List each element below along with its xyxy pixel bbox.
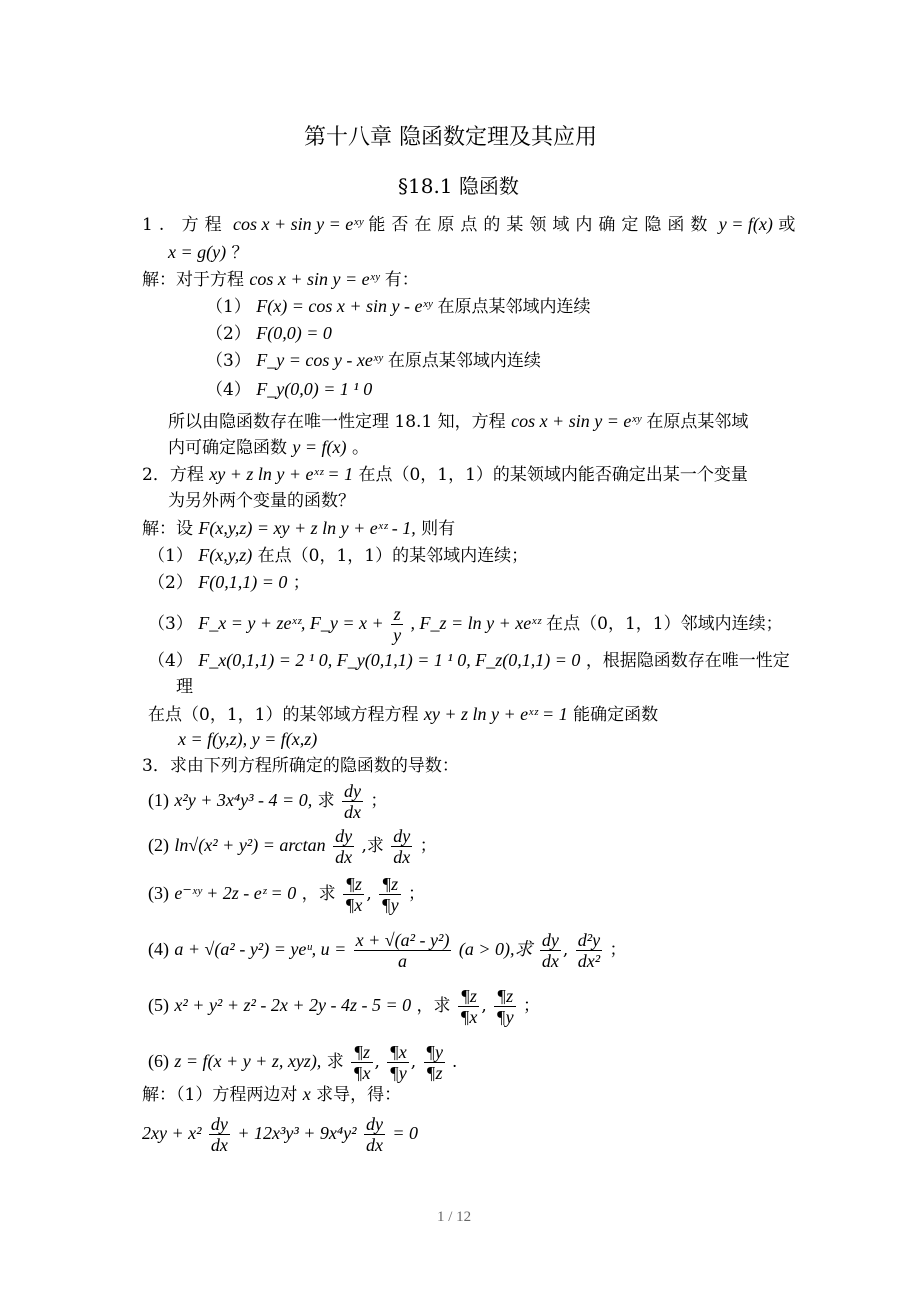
fraction-dx-dy: [387, 1042, 408, 1083]
solution-1-conclusion-line-2: [168, 436, 369, 459]
condition-equation-2: , F_z = ln y + xeˣᶻ: [410, 613, 541, 633]
equation-part-3: = 0: [392, 1123, 418, 1143]
question-label: (6): [148, 1051, 169, 1071]
fraction-d2y-dx2: [576, 930, 602, 971]
question-equation: ln√(x² + y²) = arctan: [174, 835, 326, 855]
problem-1-gy: x = g(y): [168, 242, 227, 262]
question-2: [148, 826, 437, 867]
fraction-denominator: ¶y: [389, 1063, 407, 1083]
condition-equation: F(x) = cos x + sin y - eˣʸ: [256, 296, 433, 316]
condition-equation: F_x = y + zeˣᶻ, F_y = x +: [198, 613, 384, 633]
condition-label: （2）: [148, 573, 193, 593]
solution-3-intro: [142, 1083, 401, 1106]
solution-2-definition: F(x,y,z) = xy + z ln y + eˣᶻ - 1,: [198, 518, 416, 538]
fraction-numerator: dy: [210, 1114, 228, 1134]
fraction-numerator: z: [391, 604, 403, 625]
question-equation: x² + y² + z² - 2x + 2y - 4z - 5 = 0: [174, 995, 412, 1015]
solution-1-intro-text: 解：对于方程: [142, 270, 244, 290]
fraction-dy-dz: [424, 1042, 445, 1083]
fraction-denominator: a: [398, 951, 408, 971]
solution-3-rest: 求导，得：: [316, 1085, 402, 1105]
fraction-numerator: ¶z: [351, 1042, 372, 1063]
problem-1-line-1: [142, 213, 795, 236]
condition-label: （1）: [206, 297, 251, 317]
fraction-numerator: dy: [335, 826, 353, 846]
solution-2-condition-2: [148, 571, 310, 594]
solution-2-functions: [178, 728, 317, 751]
question-label: (5): [148, 995, 169, 1015]
fraction-numerator: dy: [344, 781, 362, 801]
equation-part-2: + 12x³y³ + 9x⁴y²: [237, 1123, 357, 1143]
question-end: ；: [419, 836, 437, 856]
question-ask: ，求: [416, 996, 451, 1016]
question-equation: e⁻ˣʸ + 2z - eᶻ = 0: [174, 883, 297, 903]
fraction-denominator: dx: [393, 847, 411, 867]
question-1: [148, 781, 387, 822]
problem-1-text: 能否在原点的某领域内确定隐函数: [368, 215, 714, 235]
conclusion-text-2: 能确定函数: [573, 705, 659, 725]
problem-2-label: 2．方程: [142, 465, 204, 485]
question-label: (4): [148, 939, 169, 959]
page-indicator: 1 / 12: [437, 1209, 472, 1225]
solution-2-intro-text: 解：设: [142, 519, 193, 539]
question-3: (3) e⁻ˣʸ + 2z - eᶻ = 0 ，求 $\frac{\P z}{\P x}$ , $\frac{\P z}{\P y}$ ；: [148, 874, 426, 915]
question-end: ；: [522, 996, 540, 1016]
solution-2-conclusion: [148, 703, 658, 726]
question-equation: a + √(a² - y²) = yeᵘ, u =: [174, 939, 347, 959]
fraction-u: [354, 930, 452, 971]
fraction-dz-dx: [458, 986, 479, 1027]
equation-part: 2xy + x²: [142, 1123, 202, 1143]
condition-label: （3）: [206, 351, 251, 371]
question-label: (1): [148, 790, 169, 810]
fraction-numerator: dy: [393, 826, 411, 846]
fraction-numerator: dy: [541, 930, 559, 950]
fraction-numerator: ¶z: [379, 874, 400, 895]
fraction-denominator: ¶y: [496, 1007, 514, 1027]
chapter-title: 第十八章 隐函数定理及其应用: [304, 125, 597, 150]
solution-2-condition-3: [148, 604, 783, 645]
fraction-dz-dx: [343, 874, 364, 915]
question-label: (3): [148, 883, 169, 903]
fraction-denominator: dx: [335, 847, 353, 867]
question-end: .: [452, 1051, 457, 1071]
question-equation: x²y + 3x⁴y³ - 4 = 0,: [174, 790, 313, 810]
fraction-numerator: d²y: [577, 930, 601, 950]
conclusion-text: 在点（0，1，1）的某邻域方程方程: [148, 705, 419, 725]
problem-2-equation: xy + z ln y + eˣᶻ = 1: [209, 464, 354, 484]
fraction-numerator: ¶z: [494, 986, 515, 1007]
condition-equation: F(0,1,1) = 0: [198, 572, 288, 592]
fraction-dz-dx: [351, 1042, 372, 1083]
question-ask: ，求: [301, 884, 336, 904]
condition-text: 在点（0，1，1）邻域内连续；: [546, 614, 783, 634]
conclusion-equation: xy + z ln y + eˣᶻ = 1: [423, 704, 568, 724]
solution-2-condition-1: [148, 544, 528, 567]
conclusion-text: 所以由隐函数存在唯一性定理 18.1 知，方程: [168, 412, 506, 432]
solution-2-condition-4-cont: 理: [176, 677, 193, 697]
question-equation-2: (a > 0),求: [458, 939, 533, 959]
condition-label: （4）: [206, 380, 251, 400]
question-label: (2): [148, 835, 169, 855]
fraction-denominator: dx: [210, 1135, 228, 1155]
conclusion-equation: cos x + sin y = eˣʸ: [511, 411, 642, 431]
problem-2-text: 在点（0，1，1）的某领域内能否确定出某一个变量: [358, 465, 748, 485]
fraction-numerator: ¶z: [343, 874, 364, 895]
solution-3-intro-text: 解：（1）方程两边对: [142, 1085, 298, 1105]
fraction-z-over-y: [391, 604, 403, 645]
problem-1-or: 或: [778, 215, 796, 235]
fraction-dy-dx: [540, 930, 561, 971]
solution-3-variable: x: [302, 1084, 311, 1104]
solution-1-condition-2: [206, 322, 332, 345]
condition-equation: F(0,0) = 0: [256, 323, 332, 343]
fraction-dz-dy: [494, 986, 515, 1027]
fraction-denominator: dx: [344, 802, 362, 822]
problem-1-question: ？: [231, 243, 249, 263]
fraction-denominator: ¶x: [353, 1063, 371, 1083]
question-end: ；: [370, 791, 388, 811]
condition-equation: F_x(0,1,1) = 2 ¹ 0, F_y(0,1,1) = 1 ¹ 0, F_z(0,1,1) = 0: [198, 650, 581, 670]
fraction-dy-dx: [209, 1114, 230, 1155]
condition-label: （4）: [148, 651, 193, 671]
conclusion-functions: x = f(y,z), y = f(x,z): [178, 729, 318, 749]
fraction-denominator: y: [393, 625, 402, 645]
solution-1-intro: [142, 268, 419, 291]
solution-1-have: 有：: [384, 270, 419, 290]
condition-label: （3）: [148, 614, 193, 634]
solution-2-intro: [142, 517, 455, 540]
conclusion-function: y = f(x): [292, 437, 347, 457]
question-ask: 求: [326, 1052, 344, 1072]
question-end: ；: [408, 884, 426, 904]
question-5: (5) x² + y² + z² - 2x + 2y - 4z - 5 = 0 ，求 $\frac{\P z}{\P x}$ , $\frac{\P z}{\P y}$ ；: [148, 986, 540, 1027]
solution-1-equation: cos x + sin y = eˣʸ: [249, 269, 380, 289]
problem-2-line-1: [142, 463, 748, 486]
solution-1-condition-1: [206, 295, 591, 318]
fraction-denominator: dx²: [577, 951, 601, 971]
solution-1-condition-3: [206, 349, 541, 372]
fraction-denominator: dx: [541, 951, 559, 971]
problem-2-line-2: 为另外两个变量的函数？: [168, 491, 355, 511]
problem-1-label: 1. 方程: [142, 215, 228, 235]
question-ask: ,求: [361, 836, 384, 856]
fraction-numerator: ¶x: [389, 1042, 407, 1062]
condition-text: 在原点某邻域内连续: [437, 297, 591, 317]
question-4: (4) a + √(a² - y²) = yeᵘ, u = $\frac{\text{x + √(a² - y²)}}{a}$ (a > 0),求 $\frac{dy}{dx}$ , $\frac{\text{d²y}}{\text{dx²}}$ ；: [148, 930, 627, 971]
fraction-dy-dx: [342, 781, 363, 822]
fraction-denominator: ¶y: [381, 895, 399, 915]
fraction-numerator: ¶y: [425, 1042, 443, 1062]
fraction-denominator: dx: [365, 1135, 383, 1155]
conclusion-text-2: 在原点某邻域: [646, 412, 749, 432]
fraction-numerator: x + √(a² - y²): [355, 930, 450, 950]
solution-1-conclusion-line-1: [168, 410, 748, 433]
question-equation: z = f(x + y + z, xyz),: [174, 1051, 322, 1071]
solution-3-equation: [142, 1114, 418, 1155]
condition-text: 在原点某邻域内连续: [387, 351, 541, 371]
condition-label: （2）: [206, 324, 251, 344]
fraction-denominator: ¶z: [426, 1063, 443, 1083]
fraction-denominator: ¶x: [459, 1007, 478, 1027]
solution-2-then: 则有: [421, 519, 456, 539]
question-6: (6) z = f(x + y + z, xyz), 求 $\frac{\P z}{\P x}$ , $\frac{\P x}{\P y}$ , $\frac{\P y}{\P z}$ .: [148, 1042, 457, 1083]
fraction-dy-dx: [333, 826, 354, 867]
conclusion-end: 。: [351, 438, 369, 458]
condition-equation: F_y = cos y - xeˣʸ: [256, 350, 383, 370]
question-ask: 求: [317, 791, 335, 811]
condition-text: ，根据隐函数存在唯一性定: [585, 651, 790, 671]
condition-end: ；: [292, 573, 310, 593]
fraction-numerator: ¶z: [458, 986, 479, 1007]
question-end: ；: [609, 940, 627, 960]
problem-1-fx: y = f(x): [718, 214, 773, 234]
condition-equation: F(x,y,z): [198, 545, 253, 565]
fraction-dy-dx-2: [364, 1114, 385, 1155]
fraction-numerator: dy: [365, 1114, 383, 1134]
problem-1-equation: cos x + sin y = eˣʸ: [233, 214, 363, 234]
fraction-dy-dx-2: [391, 826, 412, 867]
conclusion-text-3: 内可确定隐函数: [168, 438, 287, 458]
problem-3-label: 3．求由下列方程所确定的隐函数的导数：: [142, 756, 459, 776]
condition-label: （1）: [148, 546, 193, 566]
problem-1-line-2: [168, 241, 249, 264]
solution-1-condition-4: [206, 378, 372, 401]
condition-text: 在点（0，1，1）的某邻域内连续；: [257, 546, 529, 566]
section-title: §18.1 隐函数: [398, 174, 519, 198]
condition-equation: F_y(0,0) = 1 ¹ 0: [256, 379, 373, 399]
solution-2-condition-4: [148, 649, 790, 672]
fraction-dz-dy: [379, 874, 400, 915]
fraction-denominator: ¶x: [345, 895, 363, 915]
